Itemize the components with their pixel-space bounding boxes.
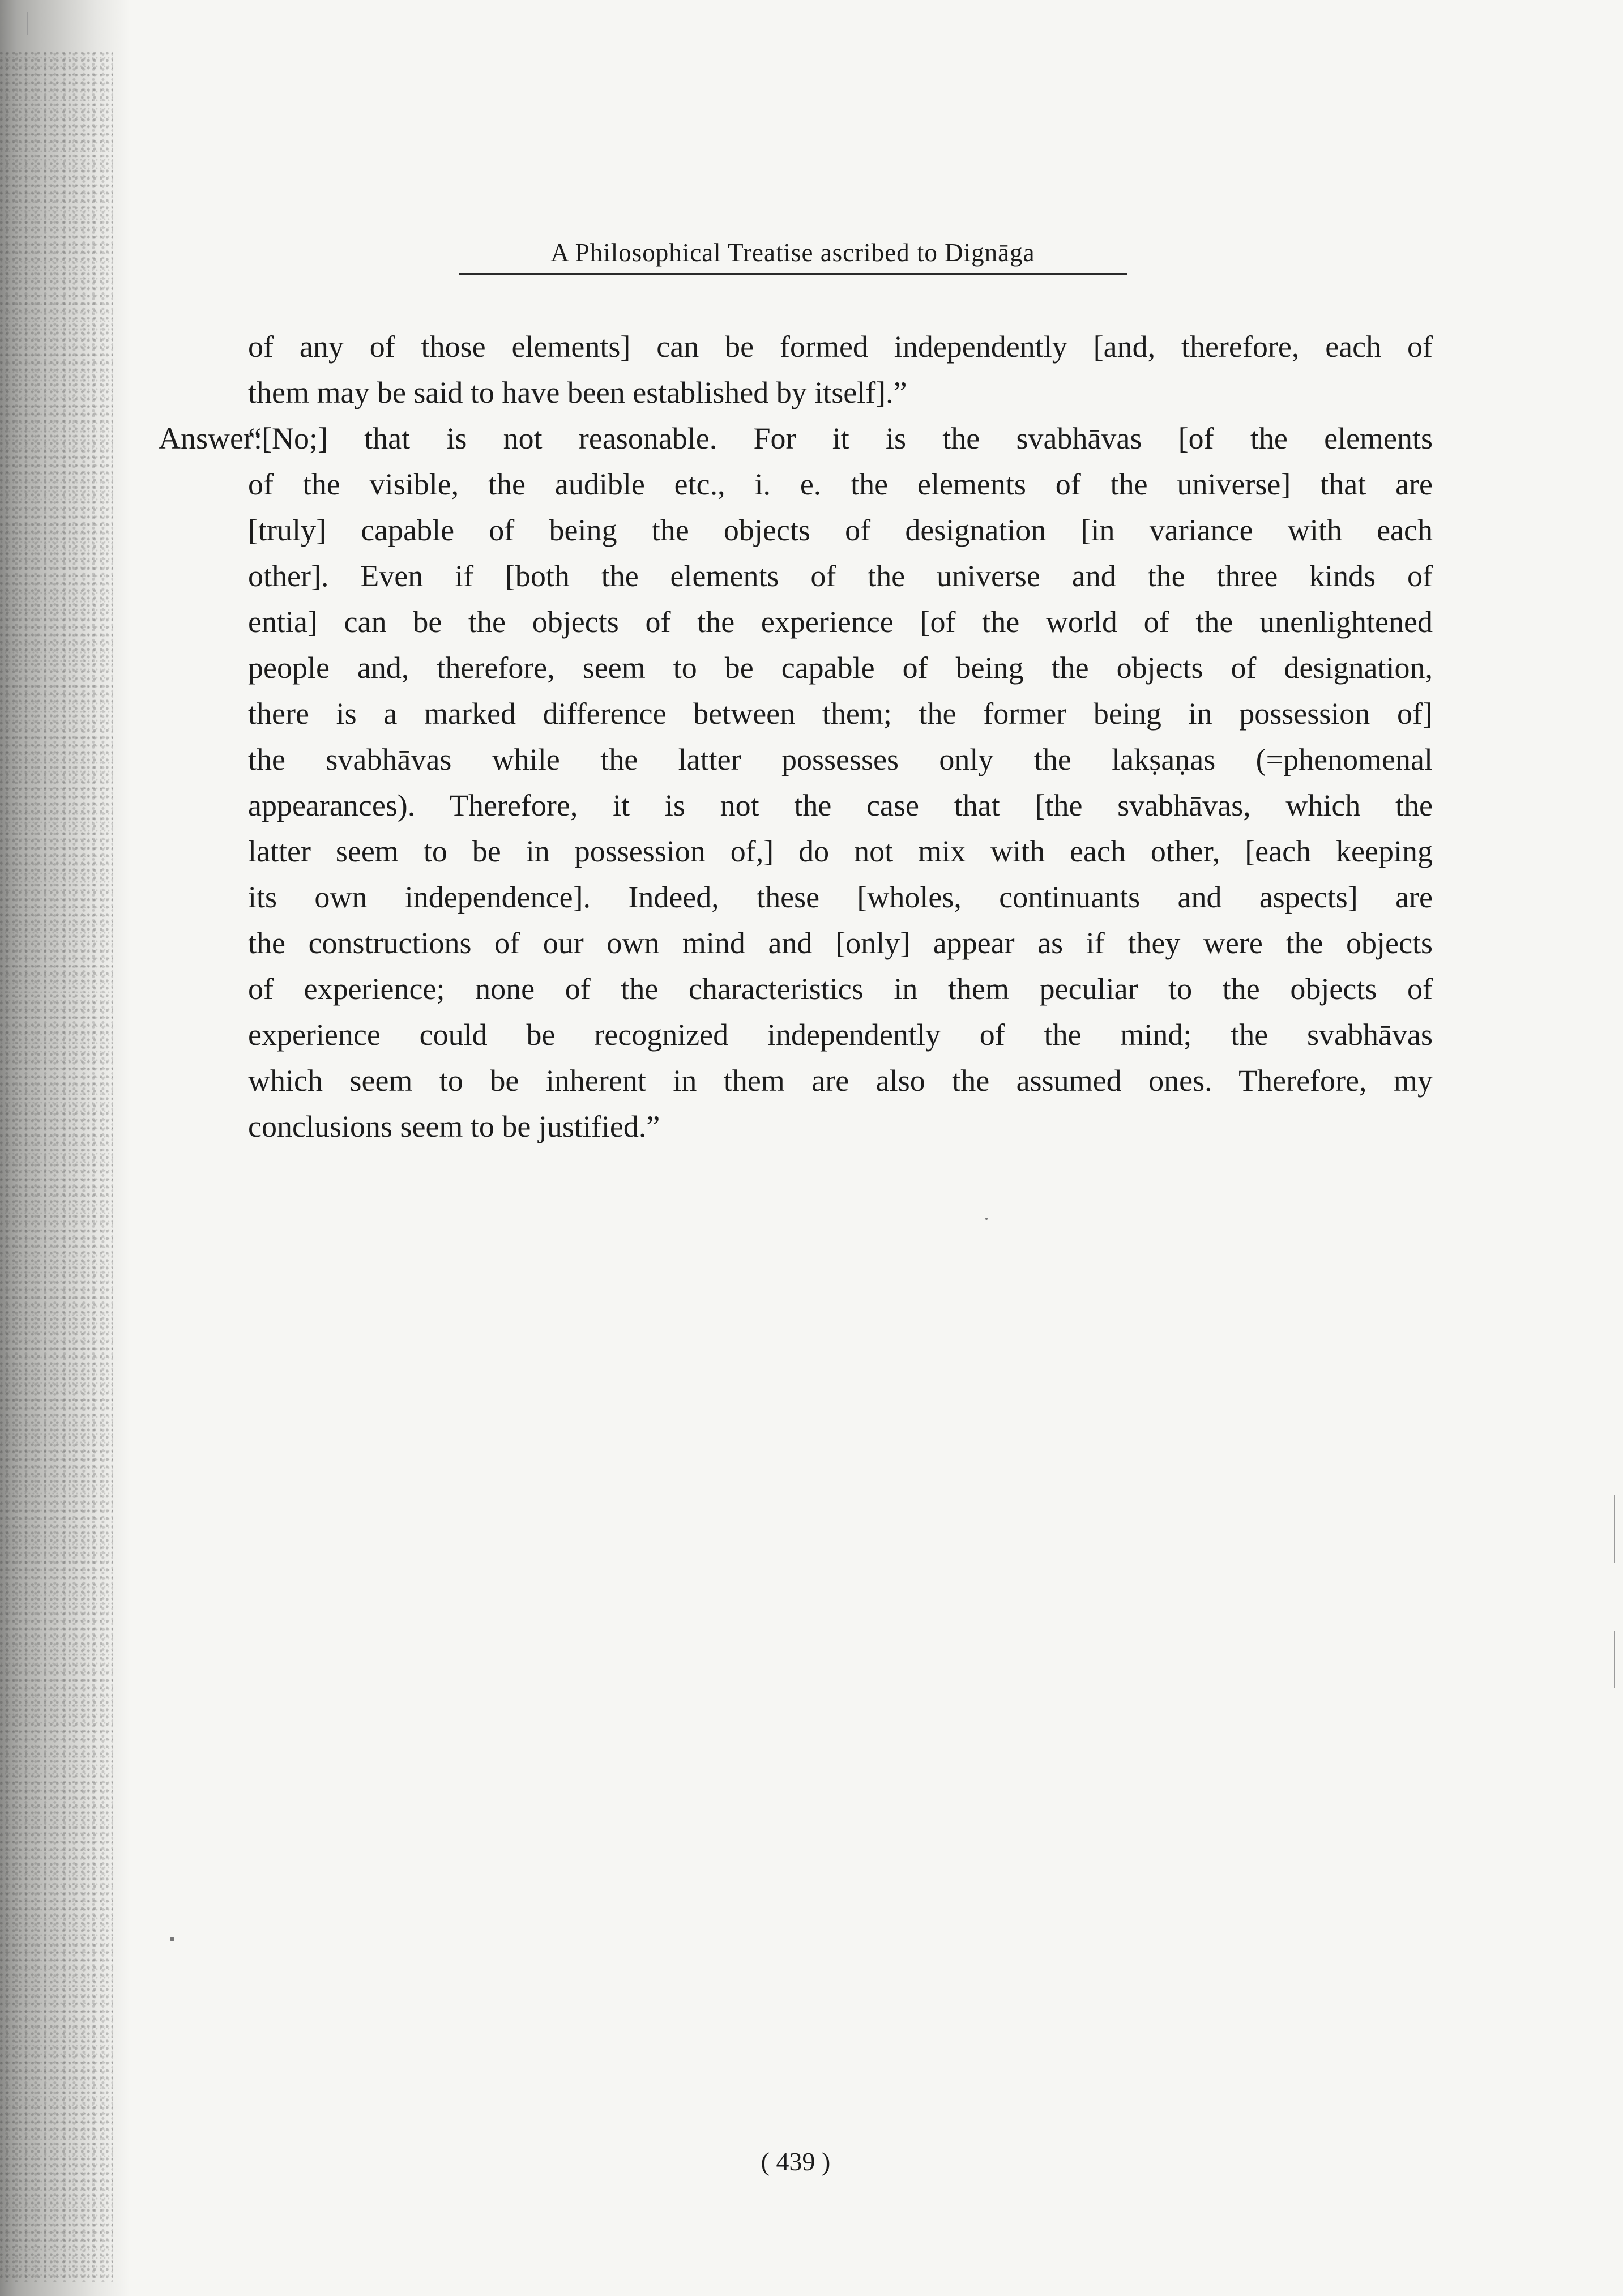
text-line: [truly] capable of being the objects of designation [in variance with each bbox=[248, 513, 1433, 547]
answer-line bbox=[159, 416, 1433, 462]
scan-edge-right bbox=[1614, 1631, 1615, 1688]
text-line: there is a marked difference between them; the former being in possession of] bbox=[248, 697, 1433, 731]
page-number: ( 439 ) bbox=[761, 2147, 831, 2176]
text-line: the svabhāvas while the latter possesses only the lakṣaṇas (=phenomenal bbox=[248, 742, 1433, 776]
text-line: of experience; none of the characteristics in them peculiar to the objects of bbox=[248, 972, 1433, 1006]
scan-noise bbox=[0, 51, 113, 2282]
text-line: experience could be recognized independently of the mind; the svabhāvas bbox=[248, 1018, 1433, 1052]
text-line: entia] can be the objects of the experience [of the world of the unenlightened bbox=[248, 605, 1433, 639]
text-line: the constructions of our own mind and [only] appear as if they were the objects bbox=[248, 926, 1433, 960]
answer-label: Answer: bbox=[159, 421, 262, 455]
text-line: conclusions seem to be justified.” bbox=[248, 1109, 660, 1143]
text-line: of the visible, the audible etc., i. e. the elements of the universe] that are bbox=[248, 467, 1433, 501]
text-line: latter seem to be in possession of,] do not mix with each other, [each keeping bbox=[248, 834, 1433, 868]
body-text bbox=[159, 324, 1433, 1150]
text-line: which seem to be inherent in them are also the assumed ones. Therefore, my bbox=[248, 1064, 1433, 1098]
scan-mark bbox=[27, 12, 28, 35]
text-line: appearances). Therefore, it is not the case that [the svabhāvas, which the bbox=[248, 788, 1433, 822]
scan-speck bbox=[170, 1937, 174, 1941]
scan-speck bbox=[985, 1218, 988, 1220]
running-header: A Philosophical Treatise ascribed to Dignāga bbox=[459, 238, 1127, 275]
text-line: “[No;] that is not reasonable. For it is the svabhāvas [of the elements bbox=[248, 421, 1433, 455]
text-line: other]. Even if [both the elements of the universe and the three kinds of bbox=[248, 559, 1433, 593]
text-line: people and, therefore, seem to be capable of being the objects of designation, bbox=[248, 651, 1433, 685]
scan-edge-right bbox=[1614, 1495, 1615, 1563]
text-line: its own independence]. Indeed, these [wholes, continuants and aspects] are bbox=[248, 880, 1433, 914]
text-line: of any of those elements] can be formed independently [and, therefore, each of bbox=[248, 330, 1433, 364]
text-line: them may be said to have been established by itself].” bbox=[248, 375, 907, 409]
